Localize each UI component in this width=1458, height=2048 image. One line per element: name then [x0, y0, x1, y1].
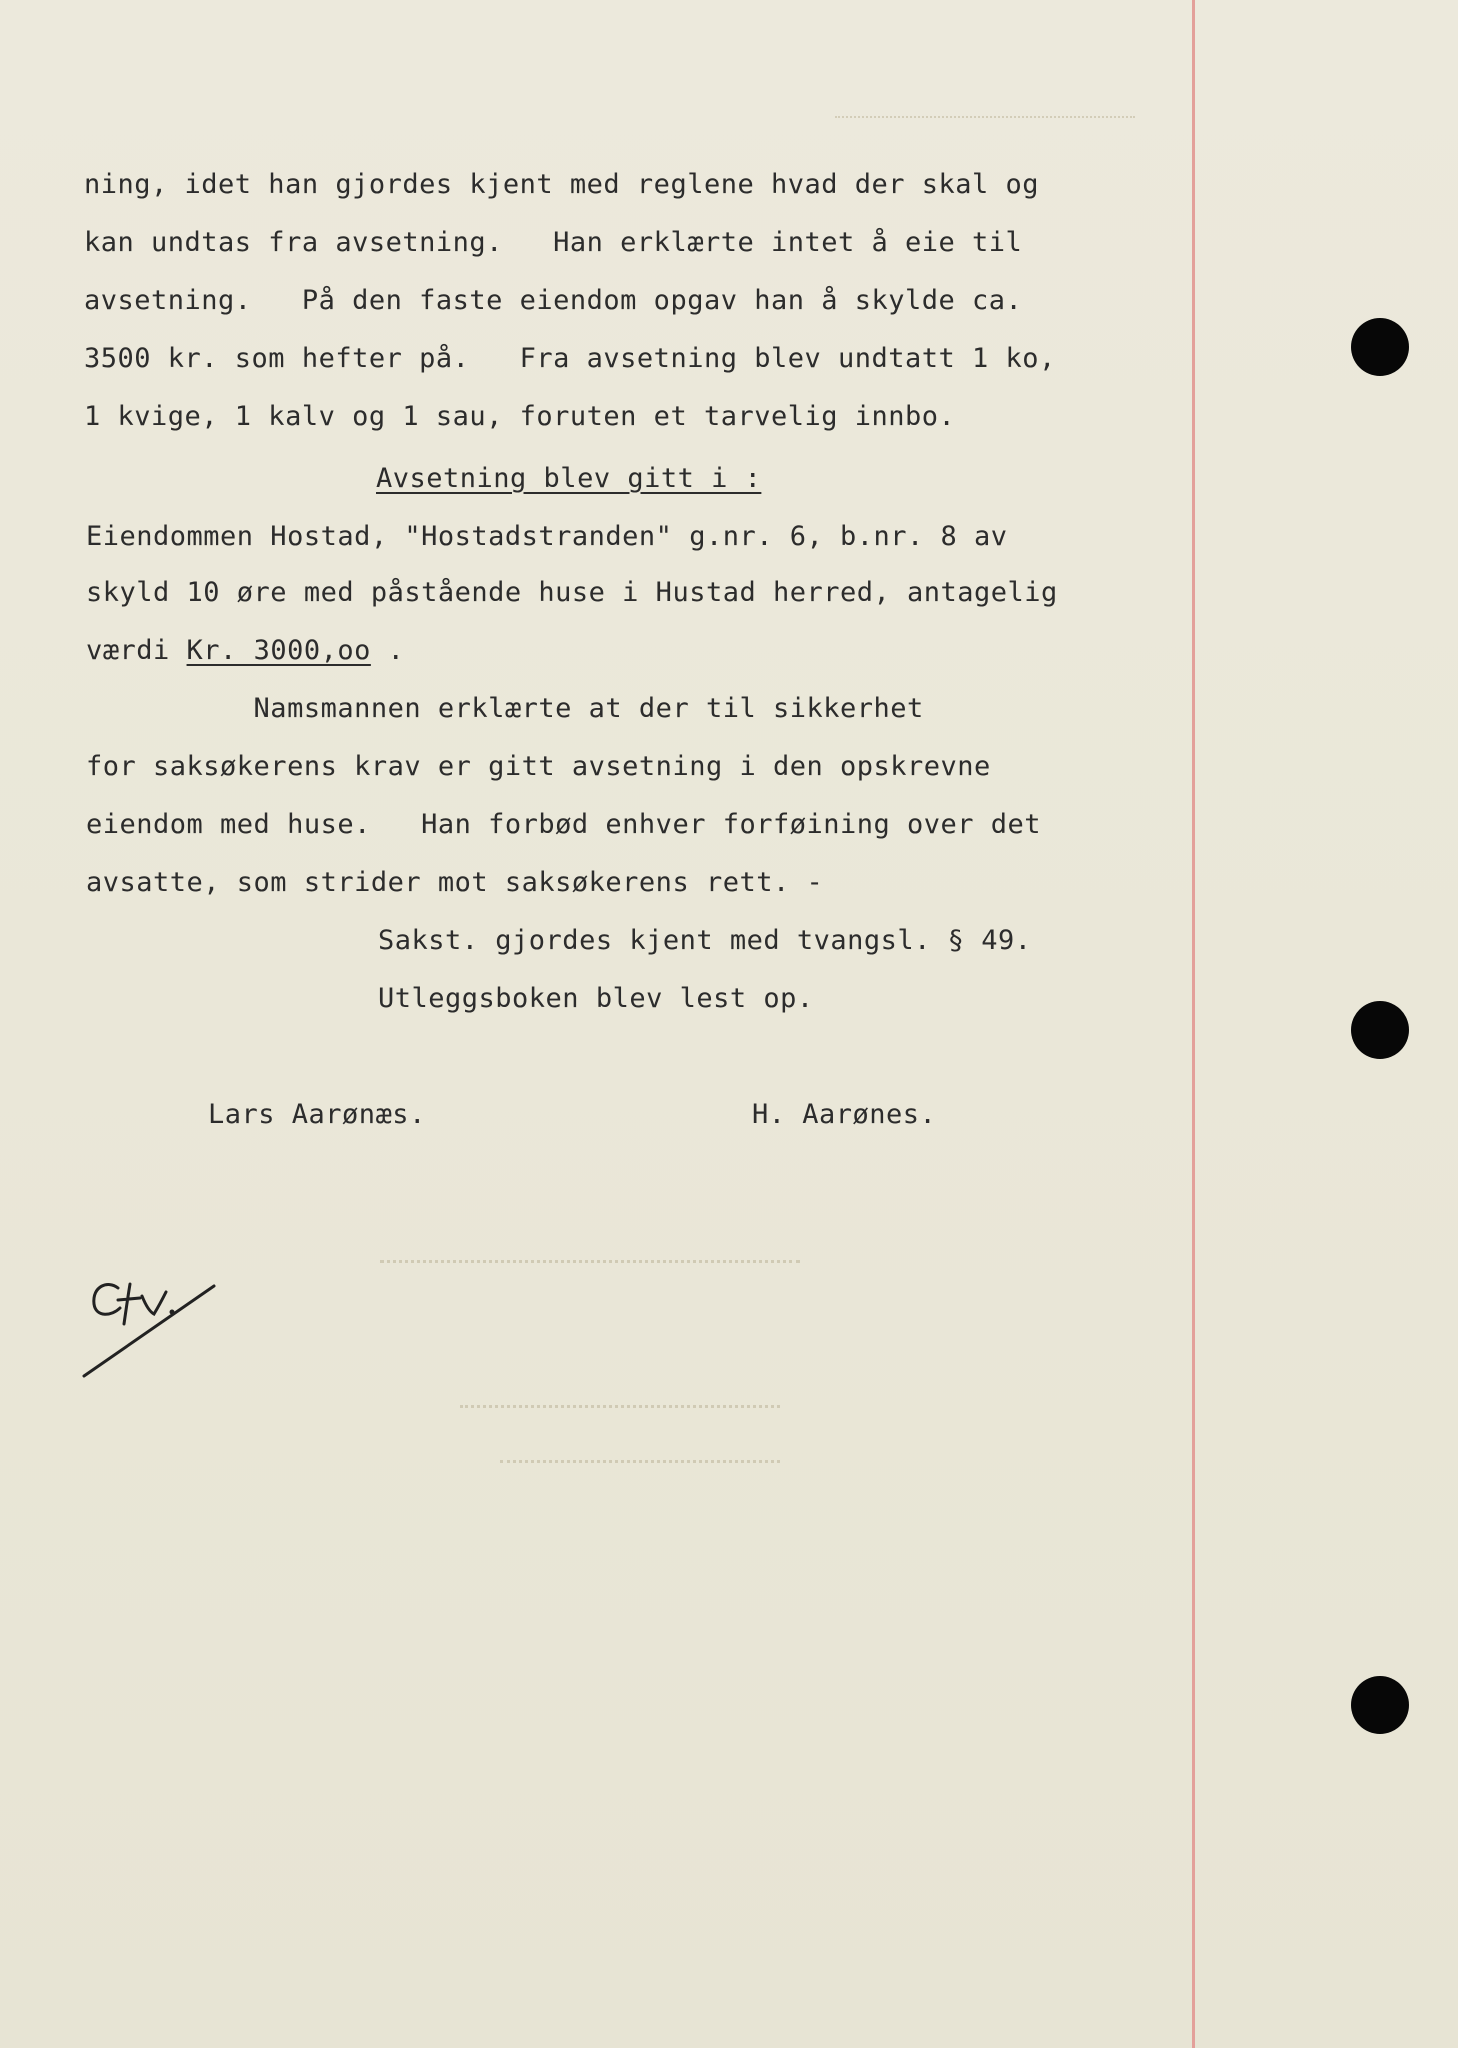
statement-line: avsatte, som strider mot saksøkerens rett. -	[86, 867, 824, 898]
punch-hole-top	[1351, 318, 1409, 376]
value-line	[86, 634, 404, 668]
bleed-through-mark	[380, 1240, 800, 1263]
handwritten-initials	[78, 1270, 228, 1390]
bleed-through-mark	[460, 1385, 780, 1408]
value-prefix: værdi	[86, 635, 187, 666]
value-amount: Kr. 3000,oo	[186, 635, 371, 666]
margin-rule	[1192, 0, 1195, 2048]
note-line: Utleggsboken blev lest op.	[378, 983, 814, 1014]
statement-line: for saksøkerens krav er gitt avsetning i den opskrevne	[86, 751, 991, 782]
punch-hole-bottom	[1351, 1676, 1409, 1734]
section-heading: Avsetning blev gitt i :	[376, 463, 762, 494]
text-line: avsetning. På den faste eiendom opgav han å skylde ca.	[84, 285, 1023, 316]
bleed-through-mark	[500, 1440, 780, 1463]
text-line: 1 kvige, 1 kalv og 1 sau, foruten et tarvelig innbo.	[84, 401, 956, 432]
text-line: 3500 kr. som hefter på. Fra avsetning blev undtatt 1 ko,	[84, 343, 1056, 374]
property-line: skyld 10 øre med påstående huse i Hustad herred, antagelig	[86, 577, 1058, 608]
value-suffix: .	[370, 635, 405, 666]
note-line: Sakst. gjordes kjent med tvangsl. § 49.	[378, 925, 1032, 956]
statement-line: Namsmannen erklærte at der til sikkerhet	[86, 693, 924, 724]
statement-line: eiendom med huse. Han forbød enhver forføining over det	[86, 809, 1042, 840]
signature-right: H. Aarønes.	[752, 1099, 937, 1130]
text-line: kan undtas fra avsetning. Han erklærte intet å eie til	[84, 227, 1023, 258]
signature-left: Lars Aarønæs.	[208, 1099, 426, 1130]
punch-hole-middle	[1351, 1001, 1409, 1059]
property-line: Eiendommen Hostad, "Hostadstranden" g.nr. 6, b.nr. 8 av	[86, 521, 1008, 552]
bleed-through-mark	[835, 96, 1135, 118]
text-line: ning, idet han gjordes kjent med reglene hvad der skal og	[84, 169, 1040, 200]
